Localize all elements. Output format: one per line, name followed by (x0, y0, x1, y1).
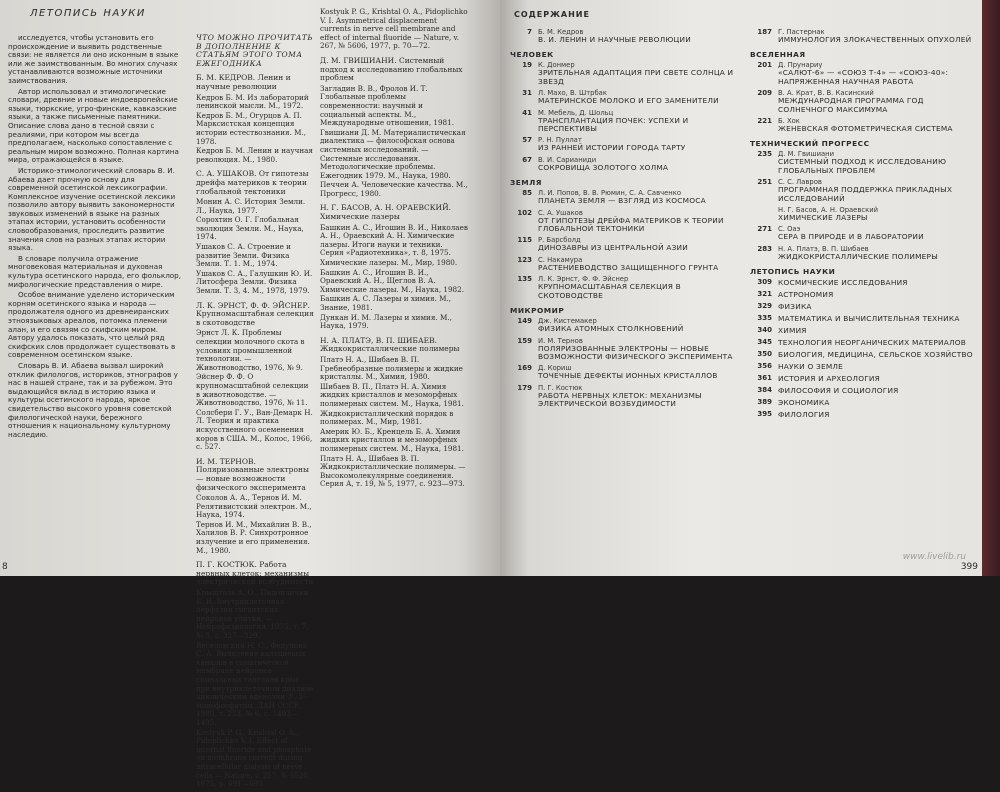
toc-page-number: 356 (757, 362, 772, 371)
toc-section-heading: ЧЕЛОВЕК (510, 50, 554, 60)
toc-section-heading: ЗЕМЛЯ (510, 178, 542, 188)
toc-entry-body (778, 410, 978, 419)
reference-item: Крыштоль А. О., Пидоплички В. И. Внутриклеточная перфузия гигантских нейронов улитки. — Нейрофизиология, 1975, т. 7, № 3, с. 327—329. (196, 588, 309, 640)
left-page (0, 0, 500, 789)
toc-page-number: 345 (757, 338, 772, 347)
reading-group-byline: Д. М. ГВИШИАНИ. Системный подход к исследованию глобальных проблем (320, 55, 463, 83)
toc-entry (750, 206, 978, 222)
toc-column-2 (750, 28, 978, 422)
toc-entry (750, 178, 978, 203)
reference-item: Ушаков С. А., Галушкин Ю. И. Литосфера Земли. Физика Земли. Т. 3, 4. М., 1978, 1979. (196, 268, 313, 296)
toc-author: С. С. Лавров (778, 178, 822, 187)
toc-entry-body (538, 61, 740, 86)
toc-page-number: 149 (517, 317, 532, 326)
toc-page-number: 169 (517, 364, 532, 373)
toc-topic-item (750, 278, 978, 287)
toc-author: Д. Прунариу (778, 61, 823, 70)
toc-entry (510, 384, 740, 409)
toc-article-title: ФИЗИКА АТОМНЫХ СТОЛКНОВЕНИЙ (538, 324, 684, 334)
toc-entry (510, 275, 740, 300)
toc-topic-item (750, 290, 978, 299)
toc-entry-body (538, 156, 740, 172)
toc-article-title: СИСТЕМНЫЙ ПОДХОД К ИССЛЕДОВАНИЮ ГЛОБАЛЬНЫХ ПРОБЛЕМ (778, 157, 947, 175)
toc-article-title: ИЗ РАННЕЙ ИСТОРИИ ГОРОДА ТАРТУ (538, 143, 686, 153)
toc-author: В. А. Крат, В. В. Касинский (778, 89, 874, 98)
toc-article-title: ПРОГРАММНАЯ ПОДДЕРЖКА ПРИКЛАДНЫХ ИССЛЕДОВАНИЙ (778, 185, 953, 203)
reference-item: Загладин В. В., Фролов И. Т. Глобальные проблемы современности: научный и социальный аспекты. М., Международные отношения, 1981. (320, 83, 454, 128)
article-text-column (8, 34, 186, 441)
toc-author: Л. И. Попов, В. В. Рюмин, С. А. Савченко (538, 189, 681, 198)
toc-article-title: МАТЕРИНСКОЕ МОЛОКО И ЕГО ЗАМЕНИТЕЛИ (538, 96, 719, 106)
toc-entry-body (538, 275, 740, 300)
toc-article-title: КОСМИЧЕСКИЕ ИССЛЕДОВАНИЯ (778, 278, 908, 288)
toc-article-title: ЭКОНОМИКА (778, 398, 830, 408)
toc-entry-body (778, 206, 978, 222)
toc-article-title: ТЕХНОЛОГИЯ НЕОРГАНИЧЕСКИХ МАТЕРИАЛОВ (778, 338, 967, 348)
article-paragraph: Словарь В. И. Абаева вызвал широкий отклик филологов, историков, этнографов у нас в нашей стране, так и за рубежом. Это выдающийся вклад в историю языка и культуры осетинского народа, яркое свидетельство высокого уровня советской филологической науки, бережного отношения к национальному культурному наследию. (8, 360, 178, 439)
toc-article-title: ЗРИТЕЛЬНАЯ АДАПТАЦИЯ ПРИ СВЕТЕ СОЛНЦА И ЗВЕЗД (538, 68, 734, 86)
toc-entry-body (538, 317, 740, 333)
toc-article-title: АСТРОНОМИЯ (778, 290, 834, 300)
toc-entry-body (538, 89, 740, 105)
toc-page-number: 389 (757, 398, 772, 407)
toc-author: Д. Кориш (538, 364, 572, 373)
toc-article-title: МАТЕМАТИКА И ВЫЧИСЛИТЕЛЬНАЯ ТЕХНИКА (778, 314, 960, 324)
toc-entry-body (778, 245, 978, 261)
toc-entry-body (538, 136, 740, 152)
toc-page-number: 201 (757, 61, 772, 70)
right-page (500, 0, 982, 576)
toc-entry (510, 364, 740, 380)
toc-article-title: ЖИДКОКРИСТАЛЛИЧЕСКИЕ ПОЛИМЕРЫ (778, 251, 938, 261)
reading-group-byline: Л. К. ЭРНСТ, Ф. Ф. ЭЙСНЕР. Крупномасштабная селекция в скотоводстве (196, 300, 314, 327)
toc-entry-body (538, 109, 740, 134)
toc-page-number: 19 (522, 61, 532, 70)
toc-entry-body (778, 314, 978, 323)
reference-item: Жидкокристаллический порядок в полимерах. М., Мир, 1981. (320, 408, 454, 427)
toc-page-number: 159 (517, 336, 532, 345)
toc-page-number: 41 (522, 108, 532, 117)
toc-article-title: В. И. ЛЕНИН И НАУЧНЫЕ РЕВОЛЮЦИИ (538, 35, 691, 44)
toc-entry-body (778, 290, 978, 299)
toc-entry-body (778, 326, 978, 335)
toc-section-heading: ЛЕТОПИСЬ НАУКИ (750, 267, 836, 277)
reference-item: Эрнст Л. К. Проблемы селекции молочного скота в условиях промышленной технологии. — Животноводство, 1976, № 9. (196, 328, 305, 372)
reading-group (196, 170, 314, 295)
toc-article-title: ПОЛЯРИЗОВАННЫЕ ЭЛЕКТРОНЫ — НОВЫЕ ВОЗМОЖНОСТИ ФИЗИЧЕСКОГО ЭКСПЕРИМЕНТА (538, 343, 733, 361)
reading-list-body (196, 74, 314, 788)
toc-topic-item (750, 350, 978, 359)
toc-author: Дж. Кистемакер (538, 317, 597, 326)
toc-page-number: 7 (527, 28, 532, 36)
toc-topic-item (750, 314, 978, 323)
toc-topic-item (750, 362, 978, 371)
toc-entry (510, 256, 740, 272)
toc-page-number: 135 (517, 275, 532, 284)
reading-group (196, 302, 314, 452)
toc-entry-body (778, 278, 978, 287)
reference-item: Kostyuk P. G., Krishtal O. A., Pidoplichko V. I. Asymmetrical displacement currents in nerve cell membrane and effect of internal fluoride — Nature, v. 267, № 5606, 1977, p. 70—72. (320, 7, 468, 51)
reading-group (320, 8, 468, 51)
toc-author: Л. К. Эрнст, Ф. Ф. Эйснер (538, 275, 629, 284)
toc-page-number: 67 (522, 155, 532, 164)
reference-item: Эйснер Ф. Ф. О крупномасштабной селекции в животноводстве. — Животноводство, 1976, № 11. (196, 372, 309, 408)
article-paragraph: Особое внимание уделено историческим корням осетинского языка и народа — продолжателя одного из древнеиранских этноязыковых ареалов, потомка племени алан, и его связям со скифским миром. Автору удалось показать, что целый ряд скифских слов продолжает существовать в современном осетинском языке. (8, 290, 176, 360)
toc-author: Б. М. Кедров (538, 28, 584, 36)
toc-author: Р. Н. Пуллат (538, 136, 582, 145)
toc-article-title: ХИМИЧЕСКИЕ ЛАЗЕРЫ (778, 213, 868, 223)
toc-author: С. А. Ушаков (538, 208, 583, 217)
toc-page-number: 271 (757, 225, 772, 234)
reference-item: Монин А. С. История Земли. Л., Наука, 1977. (196, 197, 306, 215)
toc-page-number: 102 (517, 208, 532, 217)
toc-entry-body (778, 150, 978, 175)
reading-group-byline: П. Г. КОСТЮК. Работа нервных клеток: механизмы электрической возбудимости (196, 560, 314, 587)
toc-entry (750, 61, 978, 86)
toc-topic-item (750, 386, 978, 395)
toc-entry-body (538, 209, 740, 234)
toc-author: Д. М. Гвишиани (778, 150, 835, 159)
toc-page-number: 350 (757, 350, 772, 359)
reference-item: Химические лазеры. М., Мир, 1980. (320, 258, 458, 268)
toc-entry-body (778, 28, 978, 44)
toc-column-1 (510, 28, 740, 412)
reference-item: Гвишиани Д. М. Материалистическая диалектика — философская основа системных исследований. — Системные исследования. Методологические проблемы. Ежегодник 1979. М., Наука, 1980. (320, 127, 466, 180)
toc-page-number: 31 (522, 89, 532, 98)
toc-entry (510, 61, 740, 86)
article-paragraph: Историко-этимологический словарь В. И. Абаева дает прочную основу для современной осетинской лексикографии. Комплексное изучение осетинской лексики позволило автору выявить закономерности звуковых изменений в языке на разных этапах истории, установить особенности словообразования, проследить развитие значения слов на разных этапах истории языка. (8, 165, 176, 253)
reference-item: Сорохтин О. Г. Глобальная эволюция Земли. М., Наука, 1974. (196, 215, 304, 242)
toc-page-number: 115 (517, 236, 532, 245)
toc-entry (750, 225, 978, 241)
toc-page-number: 85 (522, 189, 532, 198)
reading-list-column-2 (320, 8, 468, 492)
article-paragraph: Автор использовал и этимологические словари, древние и новые индоевропейские языки, тюркские, угро-финские, кавказские языки, а также письменные памятники. Описание слова дано в тесной связи с реалиями, при котором мы всегда предполагаем, насколько сопоставление с реальным миром возможно. Полная картина мира, отражающейся в языке. (8, 86, 179, 165)
reference-item: Kostyuk P. G., Krishtal O. A., Pidoplichko V. I. Effect of internal fluoride and phosphate on membrane current during intracellular dialysis of nerve cells — Nature, v. 257, № 5528, 1975, p. 691—693. (196, 727, 312, 789)
toc-article-title: СОКРОВИЩА ЗОЛОТОГО ХОЛМА (538, 162, 669, 172)
toc-entry (510, 317, 740, 333)
toc-entry (750, 117, 978, 133)
reference-item: Кедров Б. М., Огурцов А. П. Марксистская концепция истории естествознания. М., 1978. (196, 110, 307, 146)
toc-author: П. Г. Костюк (538, 383, 583, 392)
toc-entry-body (778, 350, 978, 359)
toc-entry (510, 236, 740, 252)
toc-entry-body (778, 225, 978, 241)
toc-entry-body (538, 189, 740, 205)
toc-entry (750, 28, 978, 44)
toc-author: К. Донмер (538, 61, 575, 70)
toc-article-title: «САЛЮТ-6» — «СОЮЗ Т-4» — «СОЮЗ-40»: НАПРЯЖЕННАЯ НАУЧНАЯ РАБОТА (778, 68, 949, 86)
toc-page-number: 395 (757, 410, 772, 419)
toc-entry-body (778, 386, 978, 395)
toc-topic-item (750, 338, 978, 347)
toc-entry-body (778, 302, 978, 311)
book-cover-edge (982, 0, 1000, 576)
running-head: ЛЕТОПИСЬ НАУКИ (30, 8, 146, 19)
toc-article-title: ЖЕНЕВСКАЯ ФОТОМЕТРИЧЕСКАЯ СИСТЕМА (778, 124, 953, 134)
toc-article-title: МЕЖДУНАРОДНАЯ ПРОГРАММА ГОД СОЛНЕЧНОГО МАКСИМУМА (778, 96, 924, 114)
toc-section-heading: ВСЕЛЕННАЯ (750, 50, 806, 60)
reference-item: Соколов А. А., Тернов И. М. Релятивистский электрон. М., Наука, 1974. (196, 493, 312, 520)
left-page-number: 8 (2, 562, 8, 572)
toc-entry (510, 337, 740, 362)
toc-article-title: КРУПНОМАСШТАБНАЯ СЕЛЕКЦИЯ В СКОТОВОДСТВЕ (538, 282, 681, 300)
toc-article-title: ИСТОРИЯ И АРХЕОЛОГИЯ (778, 374, 880, 384)
toc-entry (510, 109, 740, 134)
toc-entry-body (778, 178, 978, 203)
right-page-number: 399 (960, 562, 978, 572)
toc-topic-item (750, 410, 978, 419)
toc-page-number: 361 (757, 374, 772, 383)
toc-page-number: 329 (757, 302, 772, 311)
toc-entry-body (778, 89, 978, 114)
reference-item: Солсбери Г. У., Ван-Демарк Н. Л. Теория и практика искусственного осеменения коров в США. М., Колос, 1966, с. 527. (196, 407, 313, 452)
toc-entry-body (778, 61, 978, 86)
toc-article-title: ФИЛОЛОГИЯ (778, 410, 830, 420)
toc-topic-item (750, 398, 978, 407)
toc-page-number: 340 (757, 326, 772, 335)
toc-author: Н. А. Платэ, В. П. Шибаев (778, 244, 869, 253)
toc-page-number: 123 (517, 255, 532, 264)
reference-item: Платэ Н. А., Шибаев В. П. Гребнеобразные полимеры и жидкие кристаллы. М., Химия, 1980. (320, 354, 463, 382)
toc-topic-item (750, 374, 978, 383)
toc-entry-body (778, 117, 978, 133)
reading-group (196, 561, 314, 788)
toc-article-title: ДИНОЗАВРЫ ИЗ ЦЕНТРАЛЬНОЙ АЗИИ (538, 243, 689, 253)
toc-author: М. Мебель, Д. Шольц (538, 108, 614, 117)
reading-group (320, 57, 468, 199)
watermark: www.livelib.ru (902, 552, 966, 562)
reference-item: Башкин А. С., Игошин В. И., Ораевский А. Н., Щеглов В. А. Химические лазеры. М., Наука, 1982. (320, 267, 464, 294)
toc-topic-item (750, 302, 978, 311)
toc-page-number: 187 (757, 28, 772, 36)
toc-entry (510, 156, 740, 172)
reference-item: Веселовский Н. С., Федулова С. А. Выявление кальциевых каналов в соматической мембране нейронов спинальных ганглиев крыс при внутриклеточном диализе циклическим аденозин-3', 5'-монофосфатом. ДАН СССР, 1980, т. 253, № 6, с. 1493—1495. (196, 640, 314, 727)
reference-item: Кедров Б. М. Ленин и научная революция. М., 1980. (196, 146, 313, 164)
reading-group-byline: Б. М. КЕДРОВ. Ленин и научные революции (196, 73, 291, 91)
reference-item: Кедров Б. М. Из лабораторий ленинской мысли. М., 1972. (196, 92, 309, 111)
toc-article-title: ТОЧЕЧНЫЕ ДЕФЕКТЫ ИОННЫХ КРИСТАЛЛОВ (538, 371, 718, 381)
reading-group-byline: Н. Г. БАСОВ, А. Н. ОРАЕВСКИЙ. Химические лазеры (320, 203, 452, 222)
toc-article-title: ИММУНОЛОГИЯ ЗЛОКАЧЕСТВЕННЫХ ОПУХОЛЕЙ (778, 35, 972, 44)
toc-article-title: ФИЛОСОФИЯ И СОЦИОЛОГИЯ (778, 386, 899, 396)
toc-article-title: СЕРА В ПРИРОДЕ И В ЛАБОРАТОРИИ (778, 232, 924, 242)
toc-author: Н. Г. Басов, А. Н. Ораевский (778, 206, 879, 215)
toc-entry (510, 189, 740, 205)
toc-entry-body (538, 256, 740, 272)
reference-item: Ушаков С. А. Строение и развитие Земли. Физика Земли. Т. 1. М., 1974. (196, 242, 291, 269)
reading-group (320, 204, 468, 330)
toc-entry-body (538, 364, 740, 380)
reference-item: Шибаев В. П., Платэ Н. А. Химия жидких кристаллов и мезоморфных полимерных систем. М., Наука, 1981. (320, 381, 464, 408)
toc-section-heading: ТЕХНИЧЕСКИЙ ПРОГРЕСС (750, 139, 870, 149)
toc-article-title: ФИЗИКА (778, 302, 812, 312)
toc-author: Р. Барсболд (538, 236, 581, 245)
toc-entry (510, 136, 740, 152)
toc-page-number: 309 (757, 278, 772, 287)
reading-list-column-1 (196, 34, 314, 792)
toc-page-number: 384 (757, 386, 772, 395)
toc-page-number: 179 (517, 383, 532, 392)
reference-item: Башкин А. С. Лазеры и химия. М., Знание, 1981. (320, 294, 452, 312)
toc-page-number: 321 (757, 290, 772, 299)
toc-author: Л. Махо, В. Штрбак (538, 89, 607, 98)
article-paragraph: В словаре получила отражение многовековая материальная и духовная культура осетинского народа, его фольклор, мифологические представления о мире. (8, 253, 182, 289)
toc-author: Б. Хок (778, 117, 800, 126)
reference-item: Печчеи А. Человеческие качества. М., Прогресс, 1980. (320, 180, 468, 198)
toc-entry-body (778, 362, 978, 371)
toc-article-title: РАБОТА НЕРВНЫХ КЛЕТОК: МЕХАНИЗМЫ ЭЛЕКТРИЧЕСКОЙ ВОЗБУДИМОСТИ (538, 390, 702, 409)
toc-page-number: 57 (522, 136, 532, 145)
toc-entry (750, 245, 978, 261)
toc-page-number: 209 (757, 89, 772, 98)
toc-entry-body (538, 28, 740, 44)
toc-page-number: 235 (757, 150, 772, 159)
reading-group (196, 74, 314, 164)
toc-article-title: БИОЛОГИЯ, МЕДИЦИНА, СЕЛЬСКОЕ ХОЗЯЙСТВО (778, 350, 973, 360)
toc-author: Г. Пастернак (778, 28, 825, 36)
reading-group-byline: Н. А. ПЛАТЭ, В. П. ШИБАЕВ. Жидкокристаллические полимеры (320, 335, 460, 354)
toc-entry-body (538, 384, 740, 409)
toc-article-title: ПЛАНЕТА ЗЕМЛЯ — ВЗГЛЯД ИЗ КОСМОСА (538, 196, 706, 206)
reading-list-heading: ЧТО МОЖНО ПРОЧИТАТЬ В ДОПОЛНЕНИЕ К СТАТЬЯМ ЭТОГО ТОМА ЕЖЕГОДНИКА (196, 33, 313, 68)
toc-entry (750, 89, 978, 114)
toc-entry-body (778, 374, 978, 383)
toc-entry (510, 28, 740, 44)
reading-group (196, 458, 314, 556)
toc-topic-item (750, 326, 978, 335)
toc-article-title: ХИМИЯ (778, 326, 807, 336)
toc-entry-body (538, 337, 740, 362)
toc-page-number: 221 (757, 117, 772, 126)
reading-group (320, 337, 468, 489)
toc-section-heading: МИКРОМИР (510, 306, 565, 316)
toc-article-title: НАУКИ О ЗЕМЛЕ (778, 362, 844, 372)
toc-article-title: ТРАНСПЛАНТАЦИЯ ПОЧЕК: УСПЕХИ И ПЕРСПЕКТИВЫ (538, 115, 689, 134)
reference-item: Платэ Н. А., Шибаев В. П. Жидкокристаллические полимеры. — Высокомолекулярные соединения. Серия А, т. 19, № 5, 1977, с. 923—973. (320, 453, 466, 489)
toc-author: В. И. Сарианиди (538, 155, 597, 164)
toc-article-title: ОТ ГИПОТЕЗЫ ДРЕЙФА МАТЕРИКОВ К ТЕОРИИ ГЛОБАЛЬНОЙ ТЕКТОНИКИ (538, 215, 724, 234)
toc-page-number: 335 (757, 314, 772, 323)
toc-entry (510, 209, 740, 234)
reference-item: Дункан И. М. Лазеры и химия. М., Наука, 1979. (320, 312, 452, 331)
toc-entry-body (778, 338, 978, 347)
toc-page-number (750, 206, 778, 222)
reading-group-byline: И. М. ТЕРНОВ. Поляризованные электроны — новые возможности физического эксперимента (196, 456, 309, 492)
toc-author: С. Накамура (538, 255, 583, 264)
reference-item: Тернов И. М., Михайлин В. В., Халилов В. Р. Синхротронное излучение и его применения. М., 1980. (196, 519, 312, 555)
toc-page-number: 283 (757, 244, 772, 253)
toc-entry-body (778, 398, 978, 407)
reference-item: Башкин А. С., Игошин В. И., Николаев А. Н., Ораевский А. Н. Химические лазеры. Итоги науки и техники. Серия «Радиотехника», т. 8, 1975. (320, 222, 468, 258)
toc-entry (510, 89, 740, 105)
toc-title: СОДЕРЖАНИЕ (514, 10, 590, 19)
toc-article-title: РАСТЕНИЕВОДСТВО ЗАЩИЩЕННОГО ГРУНТА (538, 262, 719, 272)
toc-page-number: 251 (757, 178, 772, 187)
article-paragraph: исследуется, чтобы установить его происхождение и выявить родственные связи: не является ли оно исконным в языке или же заимствованным. Во многих случаях устанавливаются возможные источники заимствования. (8, 33, 179, 85)
toc-entry (750, 150, 978, 175)
toc-author: С. Оаэ (778, 225, 801, 234)
toc-author: И. М. Тернов (538, 336, 583, 345)
reference-item: Америк Ю. Б., Кренцель Б. А. Химия жидких кристаллов и мезоморфных полимерных систем. М., Наука, 1981. (320, 426, 464, 453)
toc-entry-body (538, 236, 740, 252)
reading-group-byline: С. А. УШАКОВ. От гипотезы дрейфа материков к теории глобальной тектоники (196, 169, 309, 196)
